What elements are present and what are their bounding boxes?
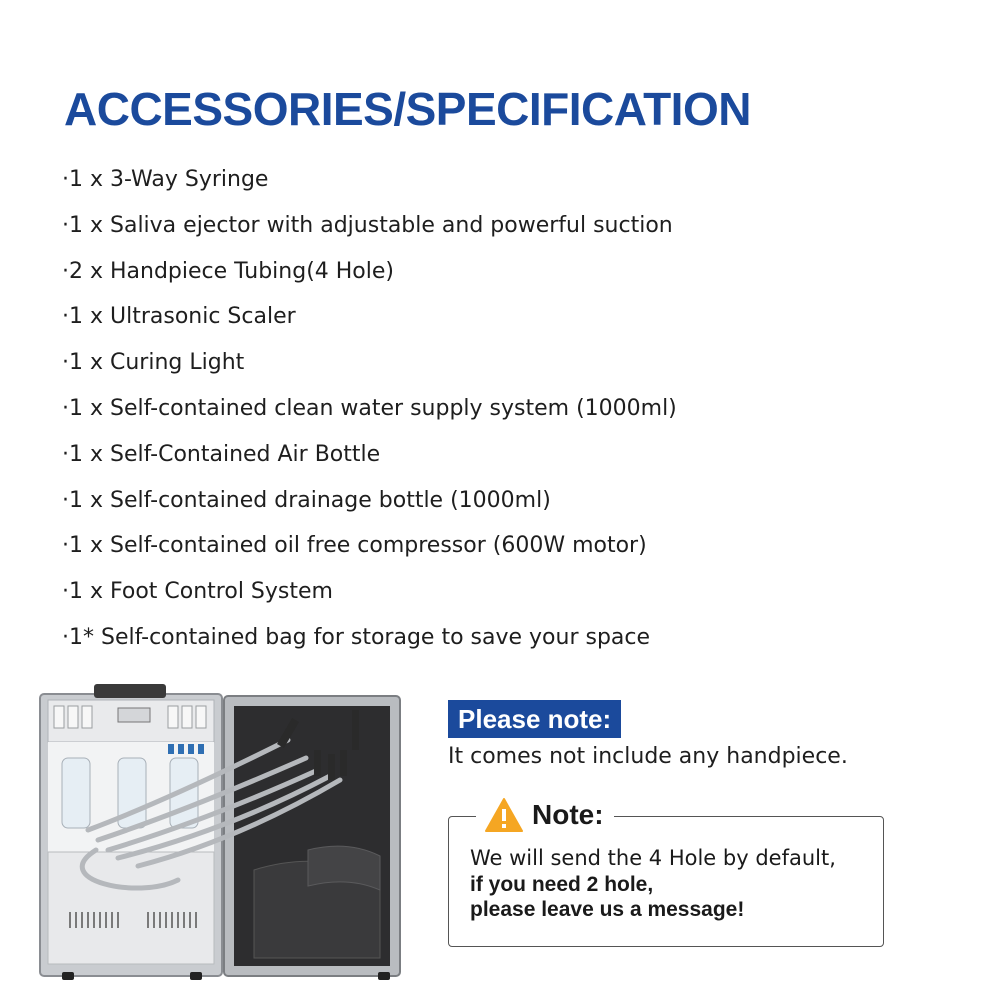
warning-triangle-icon: [484, 797, 524, 833]
page-title: ACCESSORIES/SPECIFICATION: [64, 83, 751, 135]
list-item: ·1 x Self-Contained Air Bottle: [62, 441, 381, 467]
list-item: ·1 x 3-Way Syringe: [62, 167, 269, 192]
please-note-badge: Please note:: [448, 700, 621, 738]
list-item: ·1 x Self-contained drainage bottle (1000ml): [62, 487, 551, 513]
list-item: ·1* Self-contained bag for storage to save your space: [62, 624, 651, 650]
list-item: ·1 x Foot Control System: [62, 579, 333, 605]
list-item: ·2 x Handpiece Tubing(4 Hole): [62, 258, 394, 284]
note-header: [476, 794, 614, 836]
note-title: Note:: [532, 799, 604, 830]
list-item: ·1 x Curing Light: [62, 350, 245, 376]
list-item: ·1 x Self-contained oil free compressor (600W motor): [62, 533, 647, 559]
list-item: ·1 x Ultrasonic Scaler: [62, 304, 296, 330]
note-line-2: if you need 2 hole,: [470, 873, 654, 896]
list-item: ·1 x Self-contained clean water supply system (1000ml): [62, 395, 677, 421]
note-line-1: We will send the 4 Hole by default,: [470, 846, 836, 870]
list-item: ·1 x Saliva ejector with adjustable and powerful suction: [62, 212, 673, 238]
spec-list: [62, 162, 677, 666]
note-line-3: please leave us a message!: [470, 898, 745, 921]
product-image: [18, 680, 408, 985]
please-note-text: It comes not include any handpiece.: [448, 744, 848, 769]
